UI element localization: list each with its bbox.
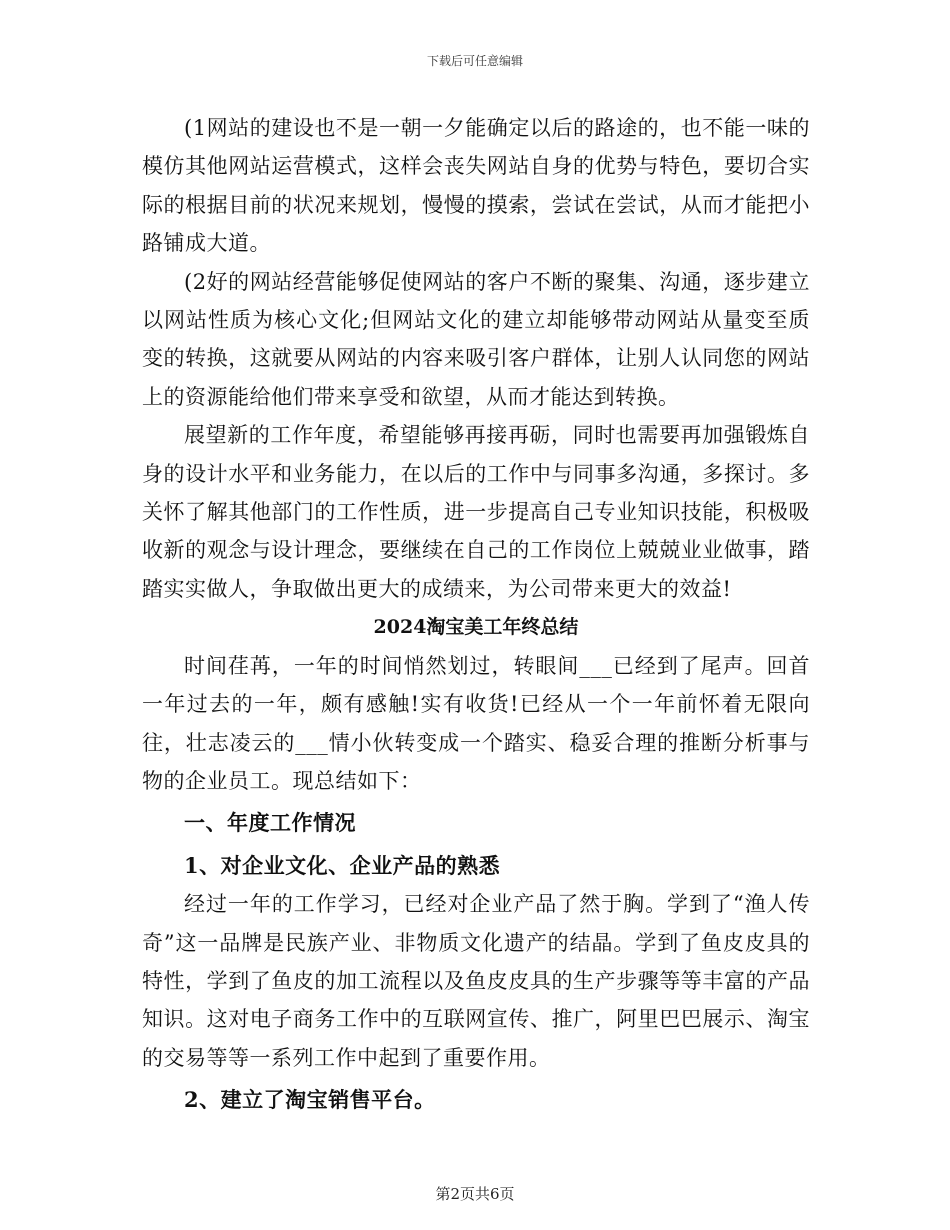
paragraph-intro: 时间荏苒，一年的时间悄然划过，转眼间___已经到了尾声。回首一年过去的一年，颇有感触!实有收货!已经从一个一年前怀着无限向往，壮志凌云的___情小伙转变成一个踏实、稳妥合理的推断分析事与物的企业员工。现总结如下： xyxy=(142,653,810,793)
page-header: 下载后可任意编辑 xyxy=(426,54,523,68)
heading-annual-work: 一、年度工作情况 xyxy=(184,810,356,836)
section-title: 2024淘宝美工年终总结 xyxy=(373,616,579,639)
heading-culture-products: 1、对企业文化、企业产品的熟悉 xyxy=(184,852,501,878)
paragraph-website-operation: (2好的网站经营能够促使网站的客户不断的聚集、沟通，逐步建立以网站性质为核心文化;但网站文化的建立却能够带动网站从量变至质变的转换，这就要从网站的内容来吸引客户群体，让别人认同您的网站上的资源能给他们带来享受和欲望，从而才能达到转换。 xyxy=(142,269,810,409)
page-number: 第2页共6页 xyxy=(435,1185,515,1203)
heading-taobao-platform: 2、建立了淘宝销售平台。 xyxy=(184,1087,436,1113)
paragraph-product-knowledge: 经过一年的工作学习，已经对企业产品了然于胸。学到了“渔人传奇”这一品牌是民族产业、非物质文化遗产的结晶。学到了鱼皮皮具的特性，学到了鱼皮的加工流程以及鱼皮皮具的生产步骤等等丰富的产品知识。这对电子商务工作中的互联网宣传、推广，阿里巴巴展示、淘宝的交易等等一系列工作中起到了重要作用。 xyxy=(142,892,810,1070)
paragraph-website-construction: (1网站的建设也不是一朝一夕能确定以后的路途的，也不能一味的模仿其他网站运营模式，这样会丧失网站自身的优势与特色，要切合实际的根据目前的状况来规划，慢慢的摸索，尝试在尝试，从而才能把小路铺成大道。 xyxy=(142,116,810,256)
paragraph-outlook: 展望新的工作年度，希望能够再接再砺，同时也需要再加强锻炼自身的设计水平和业务能力，在以后的工作中与同事多沟通，多探讨。多关怀了解其他部门的工作性质，进一步提高自己专业知识技能，积极吸收新的观念与设计理念，要继续在自己的工作岗位上兢兢业业做事，踏踏实实做人，争取做出更大的成绩来，为公司带来更大的效益! xyxy=(142,423,810,601)
document-body xyxy=(142,109,810,1120)
